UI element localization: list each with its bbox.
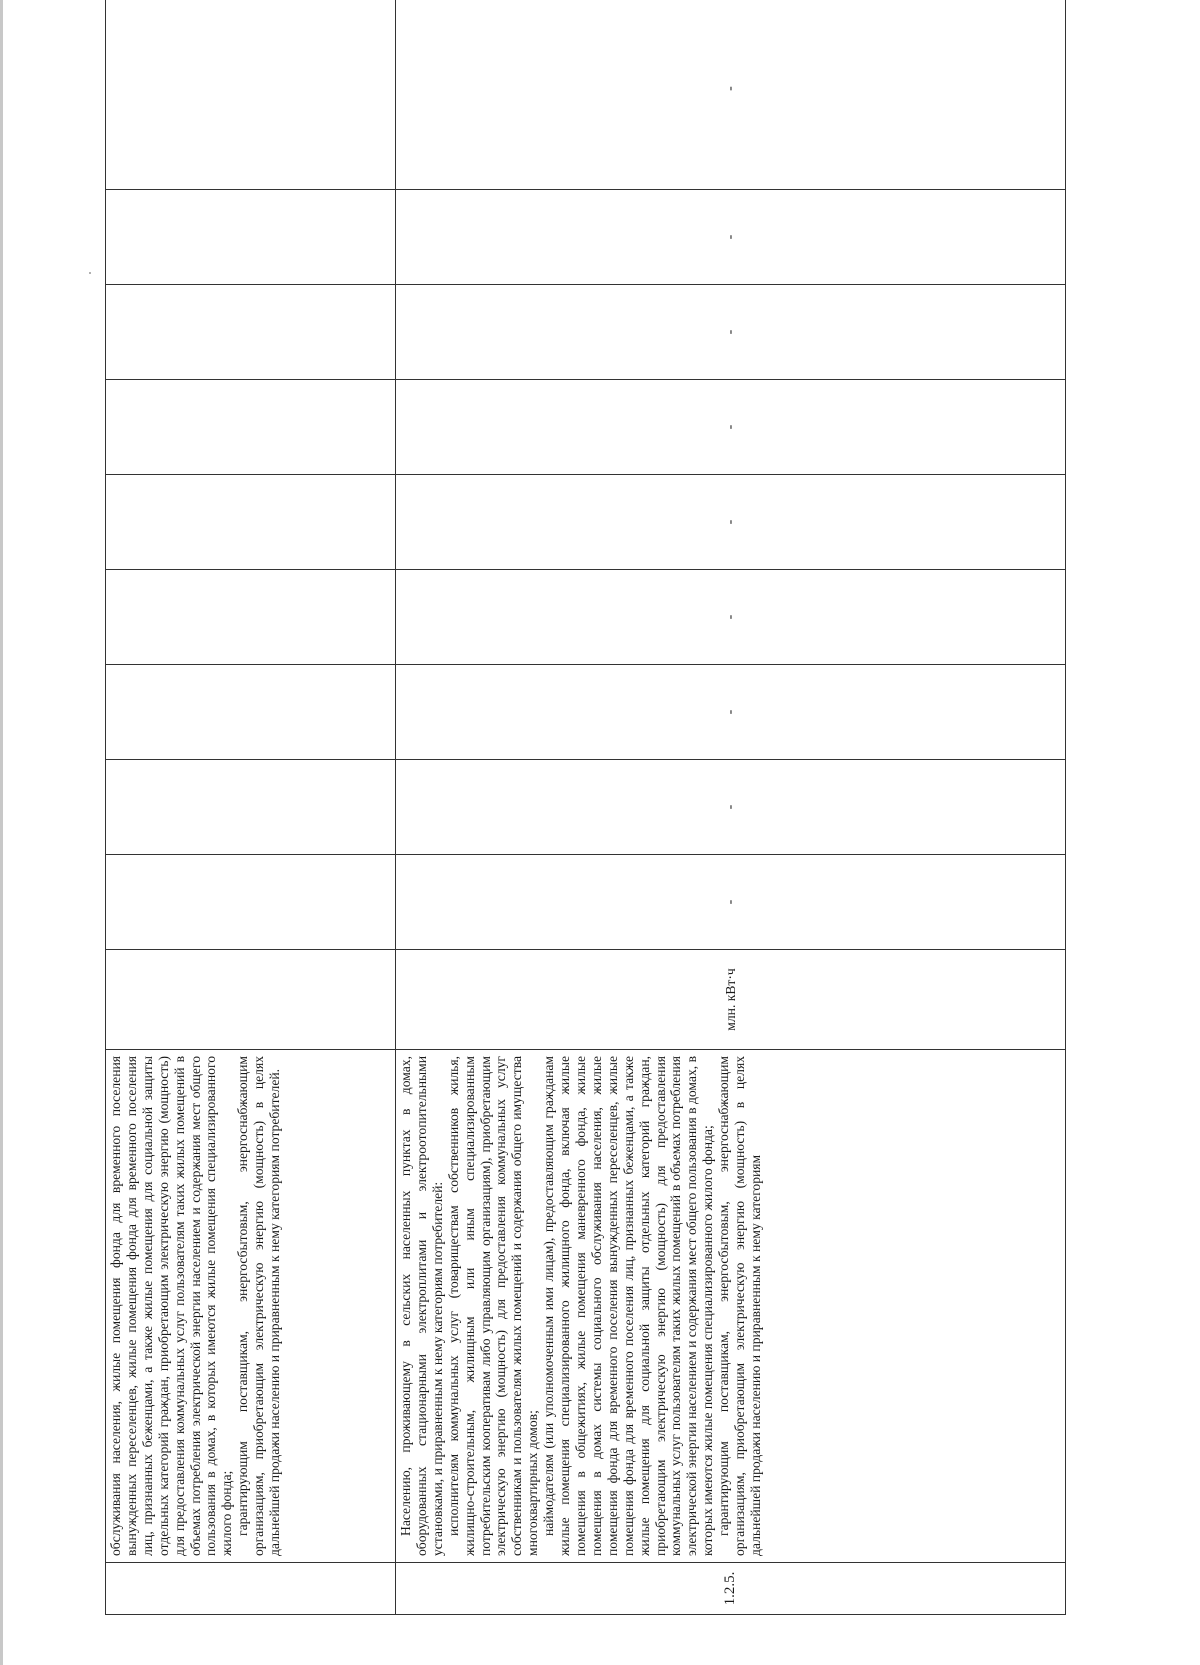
row-unit: млн. кВт·ч [396,950,1066,1050]
table-row [106,0,396,1615]
value-cell: - [396,475,1066,570]
value-cell: - [396,190,1066,285]
row-number: 1.2.5. [396,1563,1066,1615]
table-row [396,0,1066,1615]
paragraph: исполнителям коммунальных услуг (товариществам собственников жилья, жилищно-строительным, жилищным или иным специализированным потребительским кооперативам либо управляющим организациям), приобретающим электрическую энергию (мощность) для предоставления коммунальных услуг собственникам и пользователям жилых помещений и содержания общего имущества многоквартирных домов; [445,1056,541,1556]
row-description [106,1050,396,1563]
value-cell [106,285,396,380]
row-description [396,1050,1066,1563]
value-cell [106,665,396,760]
paragraph: обслуживания населения, жилые помещения фонда для временного поселения вынужденных переселенцев, жилые помещения фонда для временного поселения лиц, признанных беженцами, а также жилые помещения для социальной защиты отдельных категорий граждан, приобретающим электрическую энергию (мощность) для предоставления коммунальных услуг пользователям таких жилых помещений в объемах потребления электрической энергии населением и содержания мест общего пользования в домах, в которых имеются жилые помещения специализированного жилого фонда; [108,1056,235,1556]
value-cell [106,760,396,855]
value-cell: - [396,855,1066,950]
value-cell: - [396,285,1066,380]
value-cell [106,475,396,570]
paragraph: Населению, проживающему в сельских населенных пунктах в домах, оборудованных стационарными электроплитами и электроотопительными установками, и приравненным к нему категориям потребителей: [398,1056,445,1556]
value-cell: - [396,760,1066,855]
value-cell: - [396,665,1066,760]
paragraph: наймодателям (или уполномоченным ими лицам), предоставляющим гражданам жилые помещения специализированного жилищного фонда, включая жилые помещения в общежитиях, жилые помещения маневренного фонда, жилые помещения в домах системы социального обслуживания населения, жилые помещения фонда для временного поселения вынужденных переселенцев, жилые помещения фонда для временного поселения лиц, признанных беженцами, а также жилые помещения для социальной защиты отдельных категорий граждан, приобретающим электрическую энергию (мощность) для предоставления коммунальных услуг пользователям таких жилых помещений в объемах потребления электрической энергии населением и содержания мест общего пользования в домах, в которых имеются жилые помещения специализированного жилого фонда; [541,1056,716,1556]
value-cell: - [396,570,1066,665]
value-cell: - [396,380,1066,475]
value-cell [106,570,396,665]
value-cell [106,380,396,475]
row-number [106,1563,396,1615]
paragraph: гарантирующим поставщикам, энергосбытовым, энергоснабжающим организациям, приобретающим электрическую энергию (мощность) в целях дальнейшей продажи населению и приравненным к нему категориям потребителей. [235,1056,283,1556]
value-cell [106,855,396,950]
value-cell [106,0,396,190]
value-cell: - [396,0,1066,190]
row-unit [106,950,396,1050]
tariff-table [105,0,1066,1615]
value-cell [106,190,396,285]
paragraph: гарантирующим поставщикам, энергосбытовым, энергоснабжающим организациям, приобретающим электрическую энергию (мощность) в целях дальнейшей продажи населению и приравненным к нему категориям [716,1056,763,1556]
